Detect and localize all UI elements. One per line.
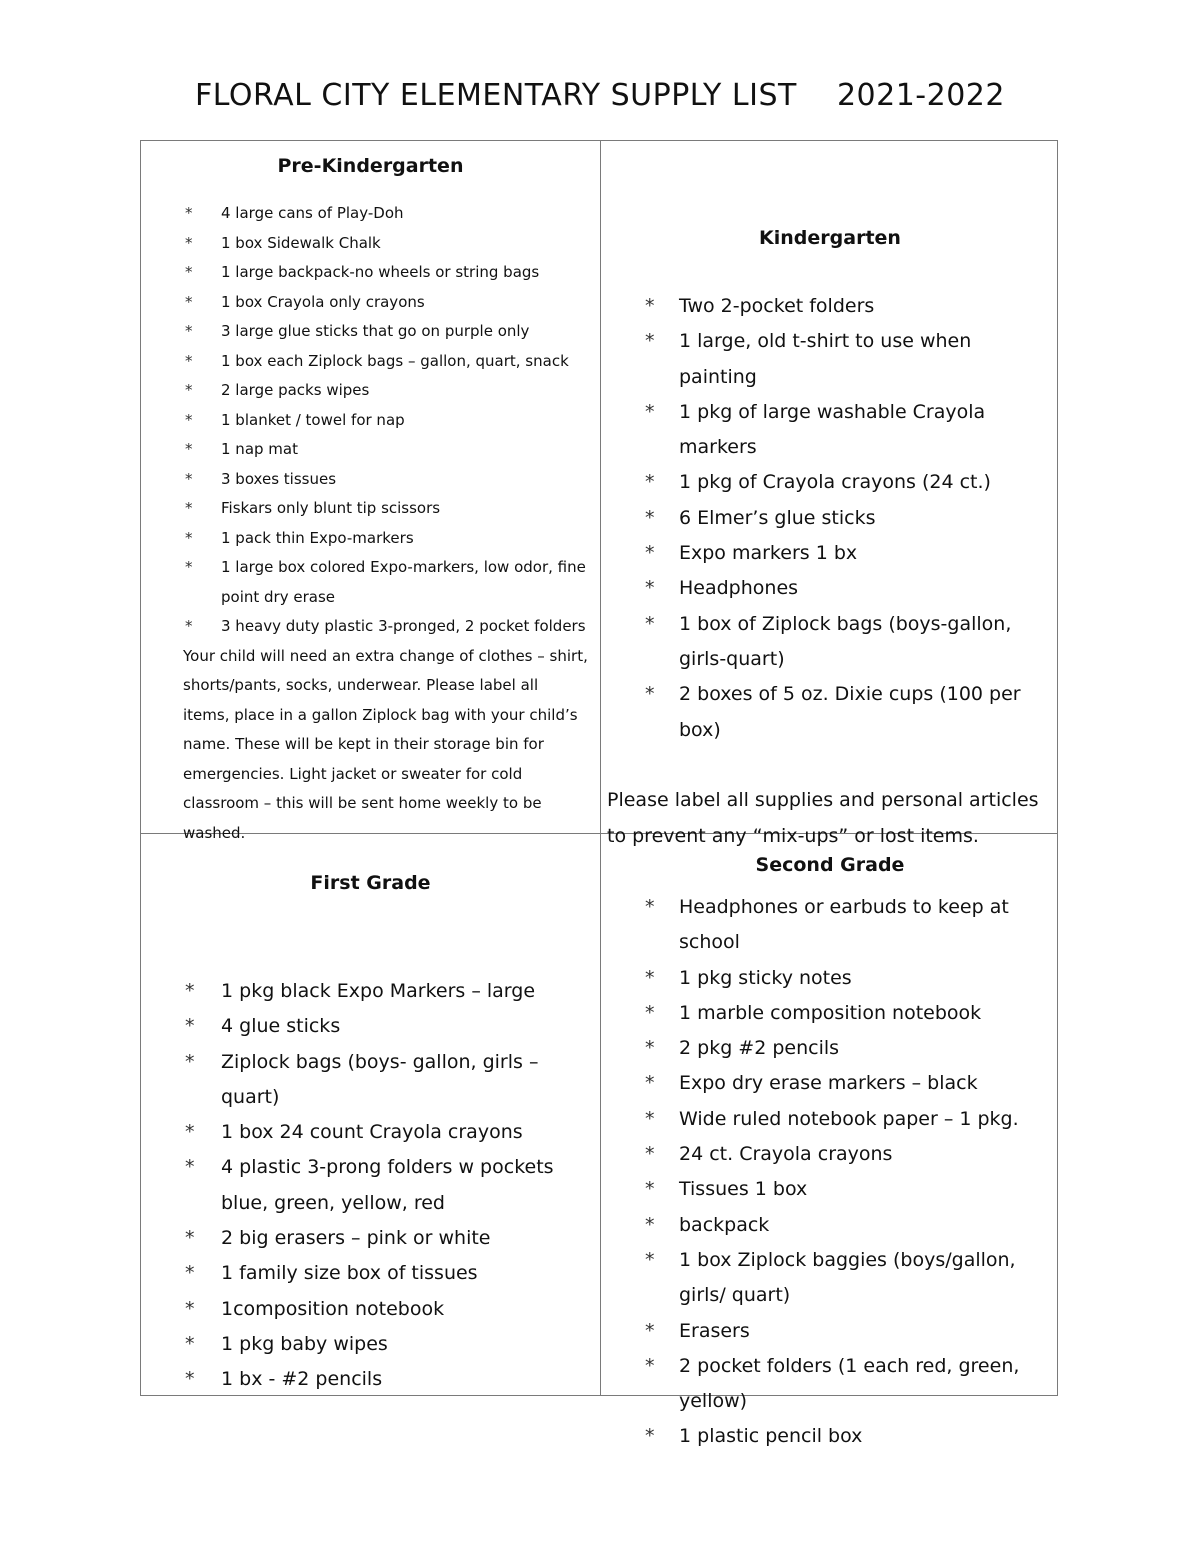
bullet-star-icon: * [185,1262,195,1285]
list-item [185,1009,580,1044]
list-item [185,1221,580,1256]
bullet-star-icon: * [185,351,193,370]
bullet-star-icon: * [645,1107,655,1130]
bullet-star-icon: * [185,1156,195,1179]
bullet-star-icon: * [185,410,193,429]
list-item-text: 1 pkg baby wipes [221,1332,388,1355]
pre-kindergarten-list [185,199,590,642]
list-item-text: Erasers [679,1319,750,1342]
list-item [185,288,590,318]
list-item-text: 1 nap mat [221,440,298,458]
second-grade-list [645,890,1039,1455]
list-item-text: 24 ct. Crayola crayons [679,1143,893,1166]
bullet-star-icon: * [185,1121,195,1144]
list-item-text: Headphones [679,577,799,600]
first-grade-heading: First Grade [310,872,431,894]
bullet-star-icon: * [645,1354,655,1377]
list-item-text: 1 pkg of Crayola crayons (24 ct.) [679,471,991,494]
bullet-star-icon: * [185,499,193,517]
bullet-star-icon: * [185,1227,195,1250]
bullet-star-icon: * [645,542,655,565]
list-item [185,612,590,642]
list-item-text: 4 glue sticks [221,1015,341,1038]
bullet-star-icon: * [185,1297,195,1320]
list-item-text: 2 big erasers – pink or white [221,1227,491,1250]
list-item-text: 1 pkg black Expo Markers – large [221,980,536,1002]
list-item [185,1115,580,1150]
list-item-text: 1 box each Ziplock bags – gallon, quart, snack [221,351,569,370]
kindergarten-note: Please label all supplies and personal articles to prevent any “mix-ups” or lost items. [607,788,1039,847]
list-item [645,395,1039,466]
kindergarten-heading: Kindergarten [759,227,901,249]
list-item-text: 1 box of Ziplock bags (boys-gallon, girls-quart) [679,612,1012,670]
supply-grid [140,140,1058,1448]
list-item [185,347,590,377]
list-item [645,1137,1039,1172]
list-item [645,961,1039,996]
bullet-star-icon: * [645,1248,655,1271]
list-item [185,1362,580,1397]
list-item [645,1066,1039,1101]
list-item-text: 1 plastic pencil box [679,1425,863,1448]
first-grade-section [141,834,600,1397]
bullet-star-icon: * [185,292,193,311]
bullet-star-icon: * [185,204,193,222]
list-item-text: 1 box Ziplock baggies (boys/gallon, girls/ quart) [679,1248,1016,1307]
list-item [645,1243,1039,1314]
list-item [185,1045,580,1116]
list-item-text: 1 bx - #2 pencils [221,1368,383,1391]
list-item [185,1150,580,1221]
list-item [645,571,1039,606]
list-item-text: 1 large box colored Expo-markers, low odor, fine point dry erase [221,558,586,606]
bullet-star-icon: * [645,1213,655,1236]
bullet-star-icon: * [185,469,193,488]
bullet-star-icon: * [185,617,193,635]
bullet-star-icon: * [645,400,655,423]
list-item [645,1349,1039,1420]
list-item-text: 1 box Sidewalk Chalk [221,233,381,252]
bullet-star-icon: * [645,1143,655,1166]
bullet-star-icon: * [185,440,193,458]
list-item [645,1208,1039,1243]
list-item [185,317,590,347]
list-item [185,376,590,406]
bullet-star-icon: * [645,612,655,635]
list-item-text: 3 heavy duty plastic 3-pronged, 2 pocket folders [221,617,586,635]
list-item-text: Expo dry erase markers – black [679,1072,978,1095]
bullet-star-icon: * [645,683,655,706]
list-item [185,465,590,495]
list-item-text: 3 boxes tissues [221,469,337,488]
list-item-text: 2 pocket folders (1 each red, green, yellow) [679,1354,1020,1413]
list-item [645,996,1039,1031]
list-item [185,494,590,524]
pre-kindergarten-note: Your child will need an extra change of clothes – shirt, shorts/pants, socks, underwear. Please label all items, place in a gallon Ziplock bag with your child’s name. These will be kept in their storage bin for emergencies. Light jacket or sweater for cold classroom – this will be sent home weekly to be washed. [183,646,588,842]
bullet-star-icon: * [185,1368,195,1391]
list-item [185,974,580,1009]
bullet-star-icon: * [645,1072,655,1095]
list-item [645,607,1039,678]
bullet-star-icon: * [185,322,193,340]
bullet-star-icon: * [645,330,655,353]
list-item-text: 4 plastic 3-prong folders w pockets blue, green, yellow, red [221,1156,554,1214]
list-item-text: 1 family size box of tissues [221,1262,478,1285]
kindergarten-section [601,141,1059,847]
list-item [645,890,1039,961]
list-item-text: 1composition notebook [221,1297,445,1320]
list-item-text: backpack [679,1213,770,1236]
list-item-text: 1 pack thin Expo-markers [221,528,414,547]
list-item [185,199,590,229]
list-item [185,1292,580,1327]
list-item [645,324,1039,395]
bullet-star-icon: * [185,558,193,576]
bullet-star-icon: * [185,1015,195,1038]
list-item-text: 1 large, old t-shirt to use when painting [679,330,972,388]
bullet-star-icon: * [645,1037,655,1060]
list-item [185,1327,580,1362]
list-item-text: Fiskars only blunt tip scissors [221,499,441,517]
bullet-star-icon: * [645,1319,655,1342]
page-title: FLORAL CITY ELEMENTARY SUPPLY LIST 2021-2022 [195,78,1005,113]
bullet-star-icon: * [185,980,195,1002]
list-item [645,465,1039,500]
list-item [645,1314,1039,1349]
list-item [185,553,590,612]
list-item-text: Wide ruled notebook paper – 1 pkg. [679,1107,1019,1130]
list-item-text: 1 blanket / towel for nap [221,410,405,429]
list-item-text: 6 Elmer’s glue sticks [679,506,876,529]
list-item-text: 3 large glue sticks that go on purple only [221,322,530,340]
list-item [645,1172,1039,1207]
first-grade-list [185,974,580,1398]
pre-kindergarten-heading: Pre-Kindergarten [277,155,464,177]
bullet-star-icon: * [645,896,655,918]
list-item-text: 1 large backpack-no wheels or string bags [221,263,540,281]
bullet-star-icon: * [645,471,655,494]
list-item [185,524,590,554]
list-item-text: 1 marble composition notebook [679,1001,982,1024]
bullet-star-icon: * [185,381,193,399]
list-item [645,501,1039,536]
bullet-star-icon: * [645,1001,655,1024]
list-item [185,258,590,288]
list-item-text: 2 boxes of 5 oz. Dixie cups (100 per box) [679,683,1021,741]
list-item [185,229,590,259]
list-item [645,536,1039,571]
list-item-text: 2 pkg #2 pencils [679,1037,840,1060]
list-item-text: 1 box Crayola only crayons [221,292,425,311]
list-item [645,677,1039,748]
bullet-star-icon: * [185,1332,195,1355]
list-item [185,435,590,465]
list-item [185,406,590,436]
kindergarten-list [645,289,1039,748]
second-grade-heading: Second Grade [755,854,905,876]
list-item [645,1102,1039,1137]
list-item-text: Two 2-pocket folders [679,295,875,317]
pre-kindergarten-section [141,141,600,842]
bullet-star-icon: * [185,263,193,281]
bullet-star-icon: * [645,1425,655,1448]
list-item [645,1419,1039,1454]
bullet-star-icon: * [645,966,655,989]
list-item-text: Expo markers 1 bx [679,542,858,565]
list-item [645,1031,1039,1066]
list-item-text: Tissues 1 box [679,1178,808,1201]
list-item-text: 1 pkg sticky notes [679,966,852,989]
list-item-text: 2 large packs wipes [221,381,370,399]
bullet-star-icon: * [185,233,193,252]
list-item-text: Ziplock bags (boys- gallon, girls – quart) [221,1050,539,1108]
second-grade-section [601,834,1059,1448]
list-item [185,1256,580,1291]
bullet-star-icon: * [185,1050,195,1073]
list-item [645,289,1039,324]
bullet-star-icon: * [645,506,655,529]
bullet-star-icon: * [645,577,655,600]
list-item-text: Headphones or earbuds to keep at school [679,896,1009,954]
list-item-text: 4 large cans of Play-Doh [221,204,404,222]
list-item-text: 1 pkg of large washable Crayola markers [679,400,986,459]
bullet-star-icon: * [645,1178,655,1201]
bullet-star-icon: * [185,528,193,547]
bullet-star-icon: * [645,295,655,317]
list-item-text: 1 box 24 count Crayola crayons [221,1121,523,1144]
